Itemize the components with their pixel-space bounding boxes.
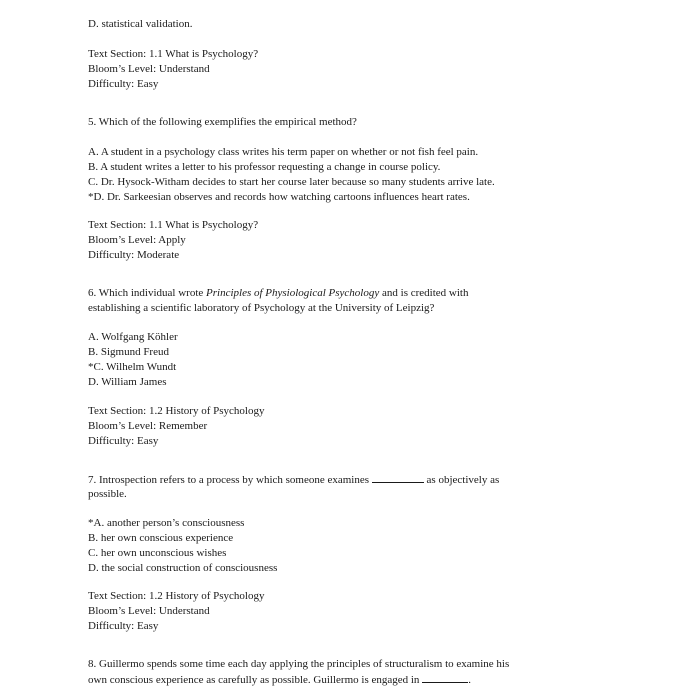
q6-question-line1 bbox=[88, 286, 468, 301]
q7-question-post: as objectively as bbox=[426, 474, 500, 486]
q7-question-line1 bbox=[88, 472, 499, 488]
q5-difficulty: Difficulty: Moderate bbox=[88, 249, 180, 261]
q6-option-b: B. Sigmund Freud bbox=[88, 346, 169, 358]
q7-option-b: B. her own conscious experience bbox=[88, 532, 234, 544]
q5-option-d: *D. Dr. Sarkeesian observes and records how watching cartoons influences heart rates. bbox=[88, 191, 470, 203]
q8-answer-blank bbox=[422, 672, 468, 683]
q7-option-d: D. the social construction of consciousness bbox=[88, 562, 278, 574]
q4-option-d: D. statistical validation. bbox=[88, 18, 193, 30]
q5-blooms-level: Bloom’s Level: Apply bbox=[88, 234, 186, 246]
q6-question-line2: establishing a scientific laboratory of Psychology at the University of Leipzig? bbox=[88, 302, 435, 314]
q7-answer-blank bbox=[372, 472, 424, 483]
q7-question-pre: 7. Introspection refers to a process by which someone examines bbox=[88, 474, 370, 486]
q4-blooms-level: Bloom’s Level: Understand bbox=[88, 63, 210, 75]
q8-question-line2 bbox=[88, 672, 471, 688]
q4-difficulty: Difficulty: Easy bbox=[88, 78, 159, 90]
q6-book-title: Principles of Physiological Psychology bbox=[206, 287, 380, 299]
q6-question-post: and is credited with bbox=[379, 287, 469, 299]
q8-question-post: . bbox=[468, 674, 471, 686]
q4-text-section: Text Section: 1.1 What is Psychology? bbox=[88, 48, 259, 60]
q6-option-a: A. Wolfgang Köhler bbox=[88, 331, 178, 343]
q7-option-a: *A. another person’s consciousness bbox=[88, 517, 245, 529]
q6-question-pre: 6. Which individual wrote bbox=[88, 287, 207, 299]
q5-text-section: Text Section: 1.1 What is Psychology? bbox=[88, 219, 259, 231]
q6-option-d: D. William James bbox=[88, 376, 167, 388]
q5-option-c: C. Dr. Hysock-Witham decides to start her course later because so many students arrive late. bbox=[88, 176, 495, 188]
q8-question-line1: 8. Guillermo spends some time each day applying the principles of structuralism to examine his bbox=[88, 658, 510, 670]
q6-option-c: *C. Wilhelm Wundt bbox=[88, 361, 177, 373]
q6-blooms-level: Bloom’s Level: Remember bbox=[88, 420, 208, 432]
q7-difficulty: Difficulty: Easy bbox=[88, 620, 159, 632]
q8-question-pre: own conscious experience as carefully as possible. Guillermo is engaged in bbox=[88, 674, 420, 686]
q6-text-section: Text Section: 1.2 History of Psychology bbox=[88, 405, 265, 417]
q5-option-b: B. A student writes a letter to his professor requesting a change in course policy. bbox=[88, 161, 441, 173]
q7-option-c: C. her own unconscious wishes bbox=[88, 547, 227, 559]
q5-question: 5. Which of the following exemplifies the empirical method? bbox=[88, 116, 357, 128]
q7-blooms-level: Bloom’s Level: Understand bbox=[88, 605, 210, 617]
q7-text-section: Text Section: 1.2 History of Psychology bbox=[88, 590, 265, 602]
q5-option-a: A. A student in a psychology class writes his term paper on whether or not fish feel pain. bbox=[88, 146, 479, 158]
q7-question-line2: possible. bbox=[88, 488, 127, 500]
q6-difficulty: Difficulty: Easy bbox=[88, 435, 159, 447]
